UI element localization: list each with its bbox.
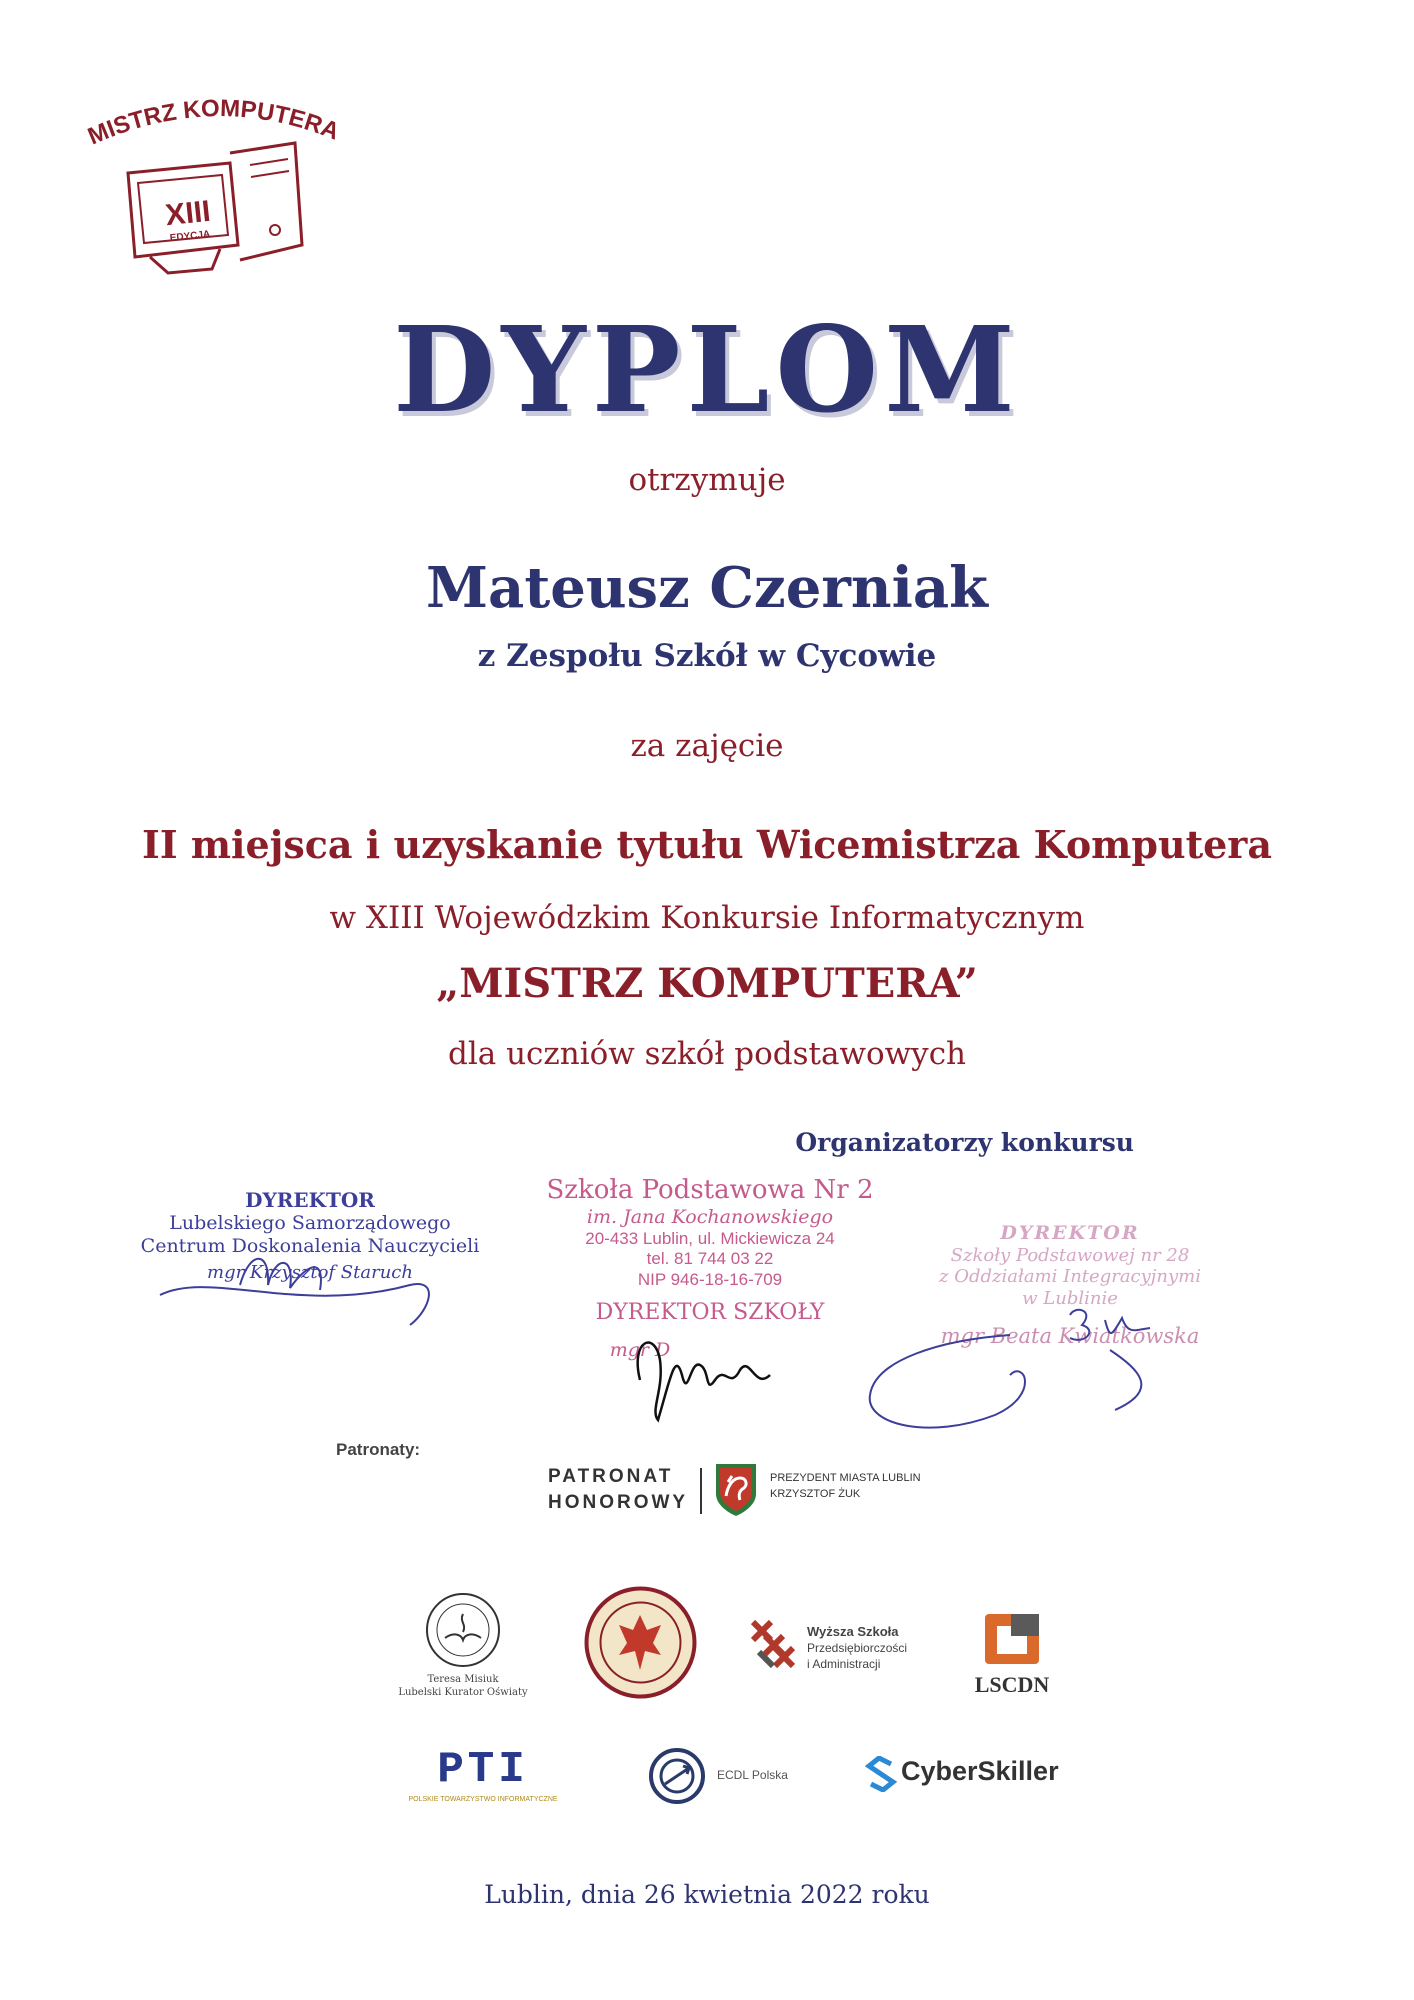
logo-edition: EDYCJA [169, 228, 211, 245]
cyberskiller-text: CyberSkiller [901, 1756, 1059, 1786]
lublin-coat-of-arms-icon [714, 1462, 758, 1518]
kuratorium-emblem-icon [423, 1590, 503, 1670]
stamp-person: mgr D [609, 1338, 671, 1361]
mayor-line-1: PREZYDENT MIASTA LUBLIN [770, 1472, 921, 1484]
ecdl-globe-icon [645, 1742, 709, 1806]
seal-eagle-icon [583, 1585, 698, 1700]
stamp-line: Lubelskiego Samorządowego [169, 1212, 451, 1234]
lscdn-logo [962, 1610, 1062, 1698]
organizers-heading: Organizatorzy konkursu [795, 1128, 1134, 1157]
stamp-title: DYREKTOR [245, 1188, 375, 1212]
signature-sp2 [600, 1320, 840, 1430]
wsp-line-2: Przedsiębiorczości [807, 1641, 908, 1655]
achievement-text: II miejsca i uzyskanie tytułu Wicemistrza Komputera [142, 822, 1272, 867]
pti-logo [392, 1745, 574, 1803]
computer-logo-icon [80, 95, 350, 275]
ecdl-logo [645, 1742, 815, 1812]
patronage-label: Patronaty: [336, 1440, 421, 1459]
stamp-line: Centrum Doskonalenia Nauczycieli [140, 1234, 480, 1257]
kuratorium-line-2: Lubelski Kurator Oświaty [398, 1686, 528, 1698]
wsp-line-1: Wyższa Szkoła [807, 1624, 899, 1639]
stamp-line: Szkoły Podstawowej nr 28 [950, 1244, 1190, 1266]
receives-text: otrzymuje [628, 462, 786, 498]
lscdn-emblem-icon [981, 1610, 1043, 1668]
honorary-line-2: HONOROWY [548, 1492, 689, 1513]
stamp-person: mgr Krzysztof Staruch [207, 1261, 413, 1283]
cyberskiller-logo [865, 1750, 1065, 1800]
honorary-patronage-logo [548, 1460, 968, 1530]
stamp-school-name: Szkoła Podstawowa Nr 2 [546, 1175, 874, 1205]
pti-subtitle: POLSKIE TOWARZYSTWO INFORMATYCZNE [408, 1796, 558, 1803]
diploma-title: DYPLOM [393, 300, 1021, 439]
stamp-patron: im. Jana Kochanowskiego [586, 1206, 834, 1229]
ecdl-text: ECDL Polska [717, 1768, 788, 1782]
stamp-address: 20-433 Lublin, ul. Mickiewicza 24 [585, 1228, 835, 1248]
stamp-title: DYREKTOR SZKOŁY [595, 1300, 825, 1326]
contest-name: „MISTRZ KOMPUTERA” [436, 960, 978, 1007]
for-taking-text: za zajęcie [630, 728, 784, 764]
kuratorium-line-1: Teresa Misiuk [427, 1674, 499, 1685]
stamp-nip: NIP 946-18-16-709 [637, 1269, 783, 1289]
cyberskiller-s-icon [865, 1756, 897, 1792]
stamp-phone: tel. 81 744 03 22 [646, 1249, 774, 1269]
stamp-line: w Lublinie [1022, 1287, 1118, 1309]
contest-text: w XIII Wojewódzkim Konkursie Informatycznym [329, 900, 1085, 936]
recipient-school: z Zespołu Szkół w Cycowie [477, 638, 937, 674]
logo-arc-text: MISTRZ KOMPUTERA [84, 95, 344, 151]
lscdn-text: LSCDN [974, 1672, 1050, 1697]
stamp-title: DYREKTOR [1000, 1222, 1140, 1244]
honorary-line-1: PATRONAT [548, 1466, 674, 1487]
contest-logo [80, 95, 350, 275]
mayor-line-2: KRZYSZTOF ŻUK [770, 1488, 861, 1500]
wsp-logo [745, 1612, 935, 1682]
stamp-line: z Oddziałami Integracyjnymi [939, 1266, 1201, 1288]
audience-text: dla uczniów szkół podstawowych [447, 1036, 967, 1072]
university-seal-logo [583, 1585, 698, 1700]
wsp-line-3: i Administracji [807, 1657, 881, 1671]
kuratorium-logo [398, 1590, 528, 1699]
wsp-emblem-icon [745, 1612, 800, 1678]
recipient-name: Mateusz Czerniak [426, 555, 988, 621]
issue-date: Lublin, dnia 26 kwietnia 2022 roku [484, 1880, 930, 1909]
signature-lscdn [150, 1230, 450, 1330]
signature-sp28 [860, 1300, 1190, 1440]
logo-roman-numeral: XIII [163, 194, 213, 233]
stamp-person: mgr Beata Kwiatkowska [940, 1323, 1200, 1348]
pti-text: PTI [437, 1745, 529, 1795]
